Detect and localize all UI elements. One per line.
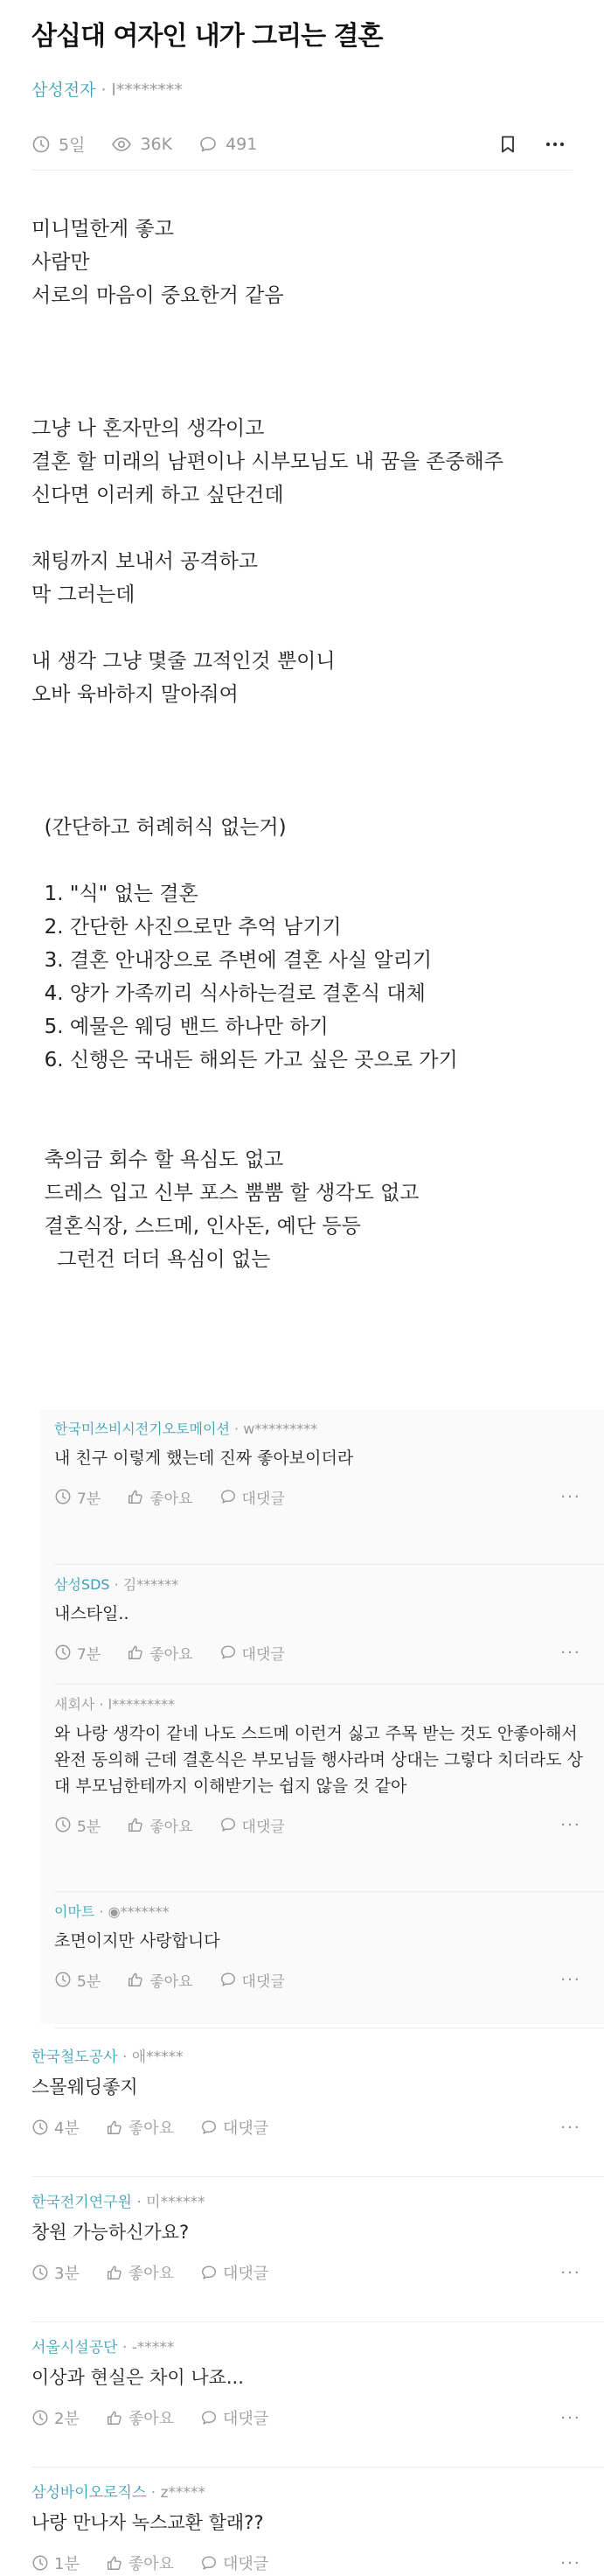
comment-time: [54, 1814, 101, 1836]
comment-author[interactable]: [31, 2047, 587, 2068]
body-line: 오바 육바하지 말아줘여: [31, 683, 239, 706]
reply-comment: [54, 1694, 587, 1838]
comment-bubble-icon: [200, 2119, 218, 2136]
comment-author[interactable]: [31, 2192, 587, 2213]
body-line: 1. "식" 없는 결혼: [31, 883, 198, 905]
comment-author[interactable]: [54, 1694, 587, 1715]
reply-label: 대댓글: [223, 2119, 269, 2138]
reply-button[interactable]: [200, 2552, 268, 2574]
comment-actions: [54, 1483, 587, 1510]
comment-actions: [54, 1966, 587, 1993]
thumbs-up-icon: [106, 2119, 123, 2136]
body-line: 4. 양가 가족끼리 식사하는걸로 결혼식 대체: [31, 982, 426, 1005]
reply-label: 대댓글: [241, 1490, 285, 1508]
comment-divider: [31, 2467, 604, 2468]
post-comments[interactable]: [198, 135, 257, 154]
comment-bubble-icon: [200, 2264, 218, 2281]
comment-bubble-icon: [219, 1816, 237, 1833]
comment-actions: [31, 2114, 587, 2140]
bookmark-button[interactable]: [490, 127, 525, 162]
like-label: 좋아요: [149, 1972, 193, 1991]
body-line: 결혼식장, 스드메, 인사돈, 예단 등등: [31, 1215, 361, 1238]
body-line: 미니멀한게 좋고: [31, 218, 174, 241]
comment-time-value: 4분: [54, 2119, 80, 2138]
comment-more-button[interactable]: ···: [560, 2118, 581, 2137]
body-line: 결혼 할 미래의 남편이나 시부모님도 내 꿈을 존중해주: [31, 450, 503, 473]
comment-nickname: · -*****: [117, 2339, 175, 2356]
post-time: [31, 132, 85, 156]
clock-icon: [31, 2264, 49, 2281]
author-nickname: · l********: [101, 80, 183, 100]
like-label: 좋아요: [149, 1818, 193, 1836]
comment-time-value: 3분: [54, 2265, 80, 2283]
comment-time-value: 5분: [77, 1972, 101, 1991]
comment-time-value: 1분: [54, 2555, 80, 2573]
comment-bubble-icon: [198, 135, 218, 154]
post-title: 삼십대 여자인 내가 그리는 결혼: [31, 21, 383, 52]
comment-more-button[interactable]: ···: [560, 1815, 581, 1834]
post-views-value: 36K: [140, 134, 173, 154]
body-line: 내 생각 그냥 몇줄 끄적인것 뿐이니: [31, 650, 336, 673]
comment-author[interactable]: [54, 1902, 587, 1923]
comment-more-button[interactable]: ···: [560, 2408, 581, 2427]
comment-bubble-icon: [219, 1488, 237, 1505]
body-line: [31, 1077, 573, 1110]
comment-time: [31, 2261, 80, 2284]
bookmark-icon: [500, 135, 516, 154]
comment-time: [31, 2116, 80, 2139]
thumbs-up-icon: [106, 2264, 123, 2281]
thumbs-up-icon: [106, 2554, 123, 2572]
reply-label: 대댓글: [241, 1645, 285, 1664]
reply-comment: [54, 1419, 587, 1510]
reply-label: 대댓글: [241, 1972, 285, 1991]
thumbs-up-icon: [127, 1644, 144, 1661]
body-line: [31, 1110, 573, 1143]
body-line: 3. 결혼 안내장으로 주변에 결혼 사실 알리기: [31, 949, 433, 972]
body-line: 막 그러는데: [31, 583, 135, 606]
comment-more-button[interactable]: ···: [560, 1643, 581, 1662]
comment-actions: [31, 2550, 587, 2576]
comment-nickname: · 애*****: [117, 2049, 184, 2066]
comment-time: [31, 2552, 80, 2574]
more-horizontal-icon: [545, 141, 566, 148]
comment-company[interactable]: 한국전기연구원: [31, 2194, 132, 2211]
comment-time-value: 7분: [77, 1645, 101, 1664]
comment: [31, 2192, 587, 2286]
like-button[interactable]: [127, 1969, 192, 1991]
comment-author[interactable]: [54, 1574, 587, 1595]
comment-text: 초면이지만 사랑합니다: [54, 1931, 220, 1951]
comment-company[interactable]: 한국미쓰비시전기오토메이션: [54, 1421, 230, 1437]
like-button[interactable]: [106, 2116, 174, 2139]
more-options-button[interactable]: [538, 127, 573, 162]
body-line: 2. 간단한 사진으로만 추억 남기기: [31, 916, 342, 939]
reply-button[interactable]: [219, 1814, 285, 1836]
comment-divider: [31, 2321, 604, 2322]
body-line: [31, 312, 573, 346]
thumbs-up-icon: [106, 2409, 123, 2426]
body-line: 5. 예물은 웨딩 밴드 하나만 하기: [31, 1016, 329, 1038]
comment-text: 내 친구 이렇게 했는데 진짜 좋아보이더라: [54, 1449, 354, 1468]
author-company[interactable]: 삼성전자: [31, 80, 96, 100]
body-line: 서로의 마음이 중요한거 같음: [31, 284, 284, 307]
body-line: 신다면 이러케 하고 싶단건데: [31, 484, 284, 506]
thumbs-up-icon: [127, 1971, 144, 1988]
clock-icon: [54, 1816, 72, 1833]
thumbs-up-icon: [127, 1816, 144, 1833]
comment-divider: [31, 2176, 604, 2177]
post-body: [0, 213, 604, 1276]
comment-actions: [54, 1812, 587, 1838]
reply-button[interactable]: [219, 1969, 285, 1991]
like-button[interactable]: [106, 2261, 174, 2284]
eye-icon: [111, 135, 132, 154]
comment-time-value: 2분: [54, 2410, 80, 2428]
reply-button[interactable]: [200, 2406, 268, 2429]
like-label: 좋아요: [128, 2410, 175, 2428]
comment-time: [54, 1969, 101, 1991]
like-button[interactable]: [106, 2406, 174, 2429]
comment-author[interactable]: [54, 1419, 587, 1440]
post-header: [0, 0, 604, 171]
reply-button[interactable]: [219, 1642, 285, 1664]
like-button[interactable]: [127, 1642, 192, 1664]
comment-divider: [54, 1891, 604, 1892]
comment-actions: [54, 1639, 587, 1665]
body-line: 그런건 더더 욕심이 없는: [31, 1248, 271, 1271]
body-line: 6. 신행은 국내든 해외든 가고 싶은 곳으로 가기: [31, 1049, 458, 1072]
comment-author[interactable]: [31, 2337, 587, 2358]
comment-time: [54, 1486, 101, 1508]
comment-company[interactable]: 한국철도공사: [31, 2049, 118, 2066]
like-button[interactable]: [127, 1814, 192, 1836]
comment-nickname: 새회사 · l*********: [54, 1696, 176, 1713]
clock-icon: [54, 1488, 72, 1505]
reply-label: 대댓글: [223, 2265, 269, 2283]
like-label: 좋아요: [149, 1490, 193, 1508]
reply-comment: [54, 1574, 587, 1665]
comment-time-value: 7분: [77, 1490, 101, 1508]
comment-text: 이상과 현실은 차이 나죠...: [31, 2367, 244, 2388]
comment-company[interactable]: 삼성SDS: [54, 1576, 110, 1593]
body-line: (간단하고 허례허식 없는거): [31, 816, 287, 839]
like-label: 좋아요: [149, 1645, 193, 1664]
comment-nickname: · 김******: [109, 1576, 179, 1593]
comment: [31, 2482, 587, 2576]
body-line: 사람만: [31, 251, 90, 274]
comment-nickname: · z*****: [146, 2484, 206, 2502]
like-button[interactable]: [106, 2552, 174, 2574]
body-line: [31, 711, 573, 744]
comment-nickname: · 미******: [131, 2194, 205, 2211]
body-line: [31, 512, 573, 545]
comment-more-button[interactable]: ···: [560, 1487, 581, 1506]
reply-button[interactable]: [200, 2116, 268, 2139]
clock-icon: [31, 2119, 49, 2136]
comment-time: [31, 2406, 80, 2429]
comment-more-button[interactable]: ···: [560, 2263, 581, 2282]
body-line: 축의금 회수 할 욕심도 없고: [31, 1148, 284, 1171]
body-line: [31, 379, 573, 412]
clock-icon: [31, 135, 51, 154]
post-views: [111, 135, 172, 154]
body-line: 드레스 입고 신부 포스 뿜뿜 할 생각도 없고: [31, 1182, 420, 1204]
reply-button[interactable]: [200, 2261, 268, 2284]
body-line: 그냥 나 혼자만의 생각이고: [31, 417, 265, 440]
comment-divider: [54, 1684, 604, 1685]
comment-text: 창원 가능하신가요?: [31, 2222, 190, 2243]
reply-button[interactable]: [219, 1486, 285, 1508]
comment-bubble-icon: [200, 2409, 218, 2426]
like-label: 좋아요: [128, 2119, 175, 2138]
comment-author[interactable]: [31, 2482, 587, 2503]
comment-bubble-icon: [219, 1644, 237, 1661]
clock-icon: [54, 1971, 72, 1988]
comment: [31, 2337, 587, 2431]
post-time-value: 5일: [59, 136, 86, 155]
clock-icon: [54, 1644, 72, 1661]
comment-time: [54, 1642, 101, 1664]
post-author-line[interactable]: [31, 77, 573, 101]
comment-bubble-icon: [200, 2554, 218, 2572]
comment-company[interactable]: 서울시설공단: [31, 2339, 118, 2356]
reply-comment: [54, 1902, 587, 1993]
clock-icon: [31, 2554, 49, 2572]
body-line: 채팅까지 보내서 공격하고: [31, 550, 259, 573]
thumbs-up-icon: [127, 1488, 144, 1505]
body-line: [31, 844, 573, 877]
clock-icon: [31, 2409, 49, 2426]
comment-nickname: · ◉*******: [94, 1903, 170, 1920]
reply-label: 대댓글: [223, 2555, 269, 2573]
comment-nickname: · w*********: [229, 1421, 318, 1437]
comment-more-button[interactable]: ···: [560, 1970, 581, 1989]
like-label: 좋아요: [128, 2265, 175, 2283]
comment-text: 나랑 만나자 녹스교환 할래??: [31, 2512, 264, 2533]
comment: [31, 2047, 587, 2140]
comment-actions: [31, 2259, 587, 2286]
comment-company[interactable]: 삼성바이오로직스: [31, 2484, 147, 2502]
comment-company[interactable]: 이마트: [54, 1903, 95, 1920]
body-line: [31, 611, 573, 645]
reply-label: 대댓글: [241, 1818, 285, 1836]
body-line: [31, 346, 573, 379]
comment-text: 와 나랑 생각이 같네 나도 스드메 이런거 싫고 주목 받는 것도 안좋아해서 완전 동의해 근데 결혼식은 부모님들 행사라며 상대는 그렇다 치더라도 상대 부모님한테까지 이해받기는 쉽지 않을 것 같아: [54, 1724, 583, 1796]
post-comments-value: 491: [226, 134, 258, 154]
like-button[interactable]: [127, 1486, 192, 1508]
body-line: [31, 744, 573, 778]
comment-text: 내스타일..: [54, 1604, 129, 1623]
comment-more-button[interactable]: ···: [560, 2553, 581, 2573]
comment-divider: [54, 1564, 604, 1565]
like-label: 좋아요: [128, 2555, 175, 2573]
comment-actions: [31, 2405, 587, 2431]
comment-time-value: 5분: [77, 1818, 101, 1836]
post-stats-bar: [31, 118, 573, 171]
comment-bubble-icon: [219, 1971, 237, 1988]
comment-text: 스몰웨딩좋지: [31, 2077, 138, 2098]
reply-label: 대댓글: [223, 2410, 269, 2428]
body-line: [31, 778, 573, 811]
